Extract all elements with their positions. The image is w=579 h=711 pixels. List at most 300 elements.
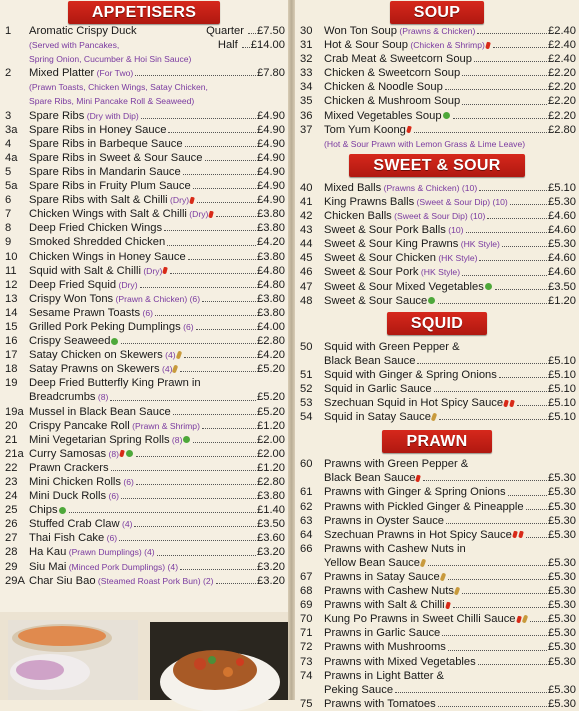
- item-name-group: [324, 612, 548, 626]
- item-name-group: [324, 195, 548, 209]
- item-name: [29, 193, 195, 207]
- item-number: 67: [300, 571, 313, 583]
- portion-size: Half: [217, 39, 238, 52]
- leader-dots: [248, 24, 256, 34]
- item-name: [324, 485, 506, 499]
- item-name-text: Smoked Shredded Chicken: [29, 236, 166, 249]
- item-price: £3.20: [257, 574, 285, 587]
- leader-dots: [155, 306, 256, 316]
- item-name: [324, 382, 432, 396]
- item-name-text: Prawns with Ginger & Spring Onions: [324, 486, 506, 499]
- menu-item-row: [0, 80, 288, 94]
- menu-item-row: [295, 382, 579, 396]
- squid-list: [295, 340, 579, 425]
- menu-item-row: [295, 52, 579, 66]
- item-name-group: [324, 598, 548, 612]
- item-name-group: [29, 264, 257, 278]
- item-description: (6): [140, 307, 153, 318]
- item-name-group: [29, 52, 285, 66]
- item-name-text: Prawns with Mixed Vegetables: [324, 655, 476, 668]
- item-name: [29, 38, 119, 52]
- item-description: (Prawns & Chicken): [396, 26, 476, 36]
- menu-item-row: [0, 475, 288, 489]
- item-number: 35: [300, 95, 313, 108]
- section-title-sweet-sour: SWEET & SOUR: [349, 154, 524, 177]
- item-name: [324, 237, 500, 251]
- leader-dots: [474, 52, 547, 62]
- item-name: [324, 556, 426, 570]
- item-price: £3.80: [257, 292, 285, 305]
- item-number: 34: [300, 81, 313, 94]
- item-name-group: [29, 306, 257, 320]
- item-number: 21: [5, 433, 18, 446]
- item-name-group: [29, 94, 285, 108]
- menu-item-row: [0, 193, 288, 207]
- item-name: [29, 475, 134, 489]
- menu-item-row: [0, 66, 288, 80]
- item-price: £3.80: [257, 208, 285, 221]
- item-name-text: Chicken Wings in Honey Sauce: [29, 250, 186, 263]
- item-description: (HK Style): [418, 267, 461, 278]
- item-name: [324, 669, 444, 683]
- item-name-text: Sweet & Sour Sauce: [324, 294, 428, 307]
- item-price: £5.30: [548, 556, 576, 569]
- item-name-group: [29, 461, 257, 475]
- item-price: £5.10: [548, 368, 576, 381]
- item-price: £3.80: [257, 222, 285, 235]
- item-price: £2.40: [548, 53, 576, 66]
- item-description: (6): [121, 477, 134, 487]
- item-name: [324, 24, 475, 38]
- item-name-text: Grilled Pork Peking Dumplings: [29, 320, 181, 333]
- menu-item-row: [0, 531, 288, 545]
- item-price: £5.10: [548, 354, 576, 367]
- item-number: 3a: [5, 123, 18, 136]
- item-name: [29, 517, 132, 531]
- item-name: [324, 294, 436, 308]
- item-name: [29, 250, 186, 264]
- item-price: £2.80: [257, 335, 285, 348]
- item-price: £1.20: [548, 294, 576, 307]
- item-name: [324, 181, 477, 195]
- item-name-group: [29, 278, 257, 292]
- item-name: [29, 165, 181, 179]
- prawn-banner: [295, 428, 579, 454]
- item-name-text: Chicken & Sweetcorn Soup: [324, 67, 461, 80]
- item-number: [0, 80, 29, 94]
- menu-item-row: [295, 66, 579, 80]
- menu-item-row: [0, 517, 288, 531]
- item-price: £2.80: [257, 476, 285, 488]
- item-name-group: [29, 376, 285, 390]
- item-description: (Dry): [167, 195, 190, 206]
- item-name: [324, 280, 493, 294]
- item-name: [29, 137, 183, 151]
- item-name: [29, 264, 168, 278]
- item-number: 19a: [5, 405, 24, 418]
- item-price: £3.80: [257, 250, 285, 263]
- item-description: Spring Onion, Cucumber & Hoi Sin Sauce): [29, 54, 192, 65]
- food-photo: [0, 612, 288, 700]
- item-name: [29, 52, 191, 66]
- item-name-text: Spare Ribs in Honey Sauce: [29, 123, 167, 136]
- item-price: £2.00: [257, 433, 285, 446]
- item-name-text: Spare Ribs with Salt & Chilli: [29, 194, 168, 207]
- item-name-group: [324, 137, 576, 151]
- item-name: [29, 560, 178, 574]
- item-number: 21a: [5, 447, 24, 460]
- menu-item-row: [0, 376, 288, 390]
- item-name-text: Squid in Satay Sauce: [324, 411, 431, 424]
- menu-item-row: [0, 306, 288, 320]
- menu-item-row: [295, 109, 579, 123]
- item-number: 23: [5, 476, 18, 488]
- menu-item-row: [295, 237, 579, 251]
- menu-item-row: [0, 390, 288, 404]
- item-name-group: [324, 542, 576, 556]
- item-number: 52: [300, 382, 313, 395]
- leader-dots: [167, 235, 256, 245]
- soup-seafood-page: [295, 0, 579, 710]
- section-title-squid: SQUID: [387, 312, 487, 335]
- item-price: £3.50: [548, 280, 576, 293]
- item-name: [324, 109, 451, 123]
- item-name: [324, 626, 440, 640]
- item-number: 25: [5, 504, 18, 517]
- item-name: [29, 221, 162, 235]
- item-name-text: Mixed Vegetables Soup: [324, 109, 442, 122]
- item-name-text: Won Ton Soup: [324, 25, 397, 37]
- item-number: 32: [300, 53, 313, 66]
- item-name-group: [324, 223, 548, 237]
- item-name-group: [324, 570, 548, 584]
- item-name-group: [324, 471, 548, 485]
- item-name-group: [324, 265, 548, 279]
- leader-dots: [445, 80, 547, 90]
- item-price: £3.80: [257, 306, 285, 319]
- leader-dots: [135, 66, 256, 76]
- item-number: [295, 556, 324, 570]
- item-name: [29, 348, 182, 362]
- item-price: £4.90: [257, 165, 285, 178]
- menu-item-row: [295, 584, 579, 598]
- item-name-text: Satay Prawns on Skewers: [29, 363, 160, 376]
- item-number: 27: [5, 532, 18, 545]
- item-price: £5.30: [548, 238, 576, 251]
- item-name-group: [324, 655, 548, 669]
- item-name-group: [29, 517, 257, 531]
- item-name-text: Deep Fried Squid: [29, 278, 117, 291]
- menu-item-row: [0, 545, 288, 559]
- leader-dots: [493, 38, 547, 48]
- item-number: 29: [5, 560, 18, 573]
- item-price: £3.50: [257, 518, 285, 531]
- item-description: (For Two): [94, 68, 134, 79]
- item-name: [29, 545, 155, 559]
- item-name-group: [324, 368, 548, 382]
- item-description: (Minced Pork Dumplings) (4): [66, 561, 179, 572]
- item-name: [324, 137, 525, 151]
- leader-dots: [183, 165, 256, 175]
- item-price: £4.90: [257, 123, 285, 136]
- menu-item-row: [0, 292, 288, 306]
- item-description: (HK Style): [458, 239, 500, 250]
- item-price: £4.90: [257, 194, 285, 207]
- item-name: [29, 278, 138, 292]
- item-name-group: [29, 38, 251, 52]
- item-name-group: [324, 626, 548, 640]
- item-price: £5.30: [548, 472, 576, 485]
- item-name-text: Thai Fish Cake: [29, 532, 105, 545]
- item-number: 9: [5, 236, 12, 249]
- item-name: [29, 306, 153, 320]
- item-name: [324, 123, 412, 137]
- nut-icon: [521, 615, 527, 624]
- leader-dots: [168, 123, 256, 133]
- menu-item-row: [0, 235, 288, 249]
- item-name-group: [324, 109, 548, 123]
- item-name-text: Squid with Ginger & Spring Onions: [324, 368, 497, 381]
- item-price: £5.20: [257, 363, 285, 376]
- leader-dots: [157, 545, 256, 555]
- item-name-group: [29, 334, 257, 348]
- item-number: 42: [300, 210, 313, 223]
- item-name-group: [29, 292, 257, 306]
- item-name-group: [324, 669, 576, 683]
- item-name-text: Prawns with Mushrooms: [324, 641, 446, 654]
- item-name: [29, 109, 139, 123]
- item-number: 64: [300, 528, 313, 541]
- item-name: [324, 354, 415, 368]
- item-name: [324, 640, 446, 654]
- item-name-group: [29, 348, 257, 362]
- item-number: 48: [300, 294, 313, 307]
- item-name-text: Squid with Salt & Chilli: [29, 264, 141, 277]
- item-number: 29A: [5, 574, 25, 587]
- item-name-text: Prawns in Satay Sauce: [324, 571, 440, 583]
- item-name-text: Char Siu Bao: [29, 574, 96, 587]
- item-description: (Dry): [140, 265, 163, 276]
- item-name-group: [324, 396, 548, 410]
- item-name: [324, 598, 451, 612]
- menu-item-row: [295, 209, 579, 223]
- item-name: [324, 528, 524, 542]
- menu-item-row: [0, 348, 288, 362]
- item-number: 5a: [5, 180, 18, 193]
- leader-dots: [173, 405, 256, 415]
- menu-item-row: [295, 485, 579, 499]
- item-name-text: Deep Fried Butterfly King Prawn in: [29, 377, 201, 390]
- item-price: £4.60: [548, 224, 576, 237]
- item-name-text: Szechuan Prawns in Hot Spicy Sauce: [324, 528, 512, 541]
- prawn-list: [295, 457, 579, 711]
- item-name-group: [324, 251, 548, 265]
- leader-dots: [477, 24, 547, 34]
- leader-dots: [202, 419, 256, 429]
- chili-icon: [189, 196, 195, 204]
- item-number: 66: [300, 542, 313, 555]
- menu-item-row: [0, 405, 288, 419]
- menu-item-row: [295, 471, 579, 485]
- item-name-group: [324, 457, 576, 471]
- item-name-text: Siu Mai: [29, 560, 67, 573]
- item-name-group: [29, 123, 257, 137]
- item-description: (4): [159, 364, 173, 375]
- item-name-text: Sweet & Sour Chicken: [324, 252, 436, 265]
- menu-item-row: [295, 410, 579, 424]
- item-description: (6): [106, 491, 119, 502]
- item-number: [0, 94, 29, 108]
- item-description: (Sweet & Sour Dip) (10): [391, 211, 486, 222]
- menu-item-row: [295, 137, 579, 151]
- item-name-group: [324, 354, 548, 368]
- chili-icon: [485, 41, 491, 49]
- item-number: 73: [300, 655, 313, 668]
- menu-item-row: [295, 181, 579, 195]
- item-price: £5.30: [548, 641, 576, 654]
- chili-icon: [503, 399, 509, 407]
- leader-dots: [111, 461, 256, 471]
- leader-dots: [197, 193, 256, 203]
- item-number: [0, 52, 29, 66]
- item-number: 8: [5, 222, 12, 235]
- item-price: £1.20: [257, 419, 285, 432]
- menu-item-row: [295, 598, 579, 612]
- nut-icon: [175, 351, 181, 360]
- item-name-text: Crispy Seaweed: [29, 335, 111, 348]
- item-name-group: [29, 475, 257, 489]
- item-name: [324, 683, 393, 697]
- item-price: £2.00: [257, 447, 285, 460]
- menu-item-row: [0, 250, 288, 264]
- item-name: [324, 223, 464, 237]
- item-name-text: King Prawns Balls: [324, 195, 415, 208]
- menu-item-row: [0, 137, 288, 151]
- item-name: [324, 542, 466, 556]
- item-name-group: [324, 697, 548, 711]
- menu-item-row: [295, 24, 579, 38]
- item-name-group: [29, 503, 257, 517]
- item-name: [29, 66, 133, 80]
- item-number: 20: [5, 419, 18, 432]
- item-name-text: Sweet & Sour King Prawns: [324, 238, 459, 251]
- item-number: 19: [5, 377, 18, 390]
- item-name-text: Black Bean Sauce: [324, 472, 416, 485]
- item-number: 47: [300, 280, 313, 293]
- item-description: Spare Ribs, Mini Pancake Roll & Seaweed): [29, 96, 195, 107]
- item-name-group: [324, 66, 548, 80]
- item-name-group: [29, 66, 257, 80]
- item-name-text: Prawns with Salt & Chilli: [324, 599, 445, 612]
- leader-dots: [184, 348, 256, 358]
- chili-icon: [512, 531, 518, 539]
- item-price: £3.60: [257, 532, 285, 545]
- item-price: £7.80: [257, 67, 285, 80]
- item-number: 41: [300, 195, 313, 208]
- menu-item-row: [295, 94, 579, 108]
- item-name: [29, 447, 134, 461]
- menu-item-row: [0, 38, 288, 52]
- item-number: 62: [300, 500, 313, 513]
- leader-dots: [462, 584, 547, 594]
- leader-dots: [448, 640, 547, 650]
- item-name-text: Mini Vegetarian Spring Rolls: [29, 433, 170, 446]
- item-price: £5.30: [548, 655, 576, 668]
- leader-dots: [185, 137, 256, 147]
- chili-icon: [518, 531, 524, 539]
- item-name-text: Yellow Bean Sauce: [324, 556, 420, 569]
- leader-dots: [462, 94, 547, 104]
- item-number: 43: [300, 224, 313, 237]
- item-number: 10: [5, 250, 18, 263]
- item-name-group: [29, 151, 257, 165]
- item-name-group: [324, 640, 548, 654]
- item-name: [29, 574, 214, 588]
- item-name-text: Squid with Green Pepper &: [324, 340, 460, 353]
- item-name-text: Spare Ribs in Barbeque Sauce: [29, 137, 183, 150]
- menu-item-row: [295, 396, 579, 410]
- item-price: £5.30: [548, 585, 576, 598]
- leader-dots: [453, 109, 547, 119]
- item-name-text: Deep Fried Chicken Wings: [29, 222, 163, 235]
- item-name-text: Chicken & Mushroom Soup: [324, 95, 461, 108]
- menu-item-row: [295, 354, 579, 368]
- item-name: [324, 265, 460, 279]
- chili-icon: [406, 126, 412, 134]
- item-name-group: [324, 52, 548, 66]
- vegetarian-icon: [443, 112, 450, 119]
- item-price: £4.60: [548, 252, 576, 265]
- item-name-text: Sweet & Sour Pork Balls: [324, 224, 446, 237]
- menu-item-row: [0, 207, 288, 221]
- item-price: £7.50: [257, 25, 285, 37]
- menu-item-row: [295, 38, 579, 52]
- item-description: (Prawn & Shrimp): [129, 420, 200, 431]
- item-name-text: Prawns with Tomatoes: [324, 697, 436, 710]
- section-title-prawn: PRAWN: [382, 430, 491, 453]
- item-number: [0, 38, 29, 52]
- item-price: £5.30: [548, 613, 576, 626]
- leader-dots: [487, 209, 547, 219]
- item-name-group: [29, 560, 257, 574]
- item-name-text: Mixed Balls: [324, 181, 382, 194]
- item-name: [324, 38, 491, 52]
- item-price: £5.20: [257, 391, 285, 404]
- menu-item-row: [0, 334, 288, 348]
- leader-dots: [526, 500, 547, 510]
- item-price: £5.30: [548, 486, 576, 499]
- chili-icon: [509, 399, 515, 407]
- item-number: 50: [300, 340, 313, 353]
- leader-dots: [478, 655, 547, 665]
- item-name: [324, 340, 460, 354]
- leader-dots: [180, 560, 256, 570]
- item-description: (4): [119, 519, 133, 530]
- item-name-text: Stuffed Crab Claw: [29, 518, 120, 531]
- leader-dots: [395, 683, 547, 693]
- item-price: £5.20: [257, 405, 285, 418]
- item-price: £1.40: [257, 504, 285, 517]
- leader-dots: [479, 251, 547, 261]
- item-name-text: Curry Samosas: [29, 447, 107, 460]
- vegetarian-icon: [111, 338, 118, 345]
- leader-dots: [439, 410, 547, 420]
- item-name-group: [324, 38, 548, 52]
- vegetarian-icon: [126, 450, 133, 457]
- item-description: (6): [180, 321, 194, 332]
- menu-item-row: [295, 340, 579, 354]
- item-number: 24: [5, 490, 18, 503]
